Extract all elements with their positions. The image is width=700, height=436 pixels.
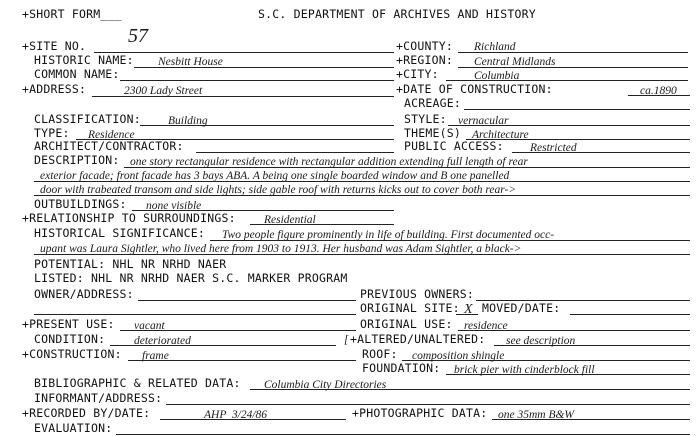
informant-line (166, 404, 690, 405)
photographic-line (492, 419, 690, 420)
architect-line (196, 152, 394, 153)
listed-label: LISTED: NHL NR NRHD NAER S.C. MARKER PROGRAM (34, 271, 348, 285)
construction-value: frame (142, 350, 169, 362)
present-use-label: +PRESENT USE: (22, 317, 115, 331)
recorded-by-value: AHP 3/24/86 (204, 409, 268, 421)
date-construction-value: ca.1890 (640, 85, 677, 97)
public-access-label: PUBLIC ACCESS: (404, 139, 504, 153)
present-use-line (120, 330, 356, 331)
type-value: Residence (88, 129, 135, 141)
address-value: 2300 Lady Street (124, 85, 203, 97)
date-construction-label: +DATE OF CONSTRUCTION: (396, 82, 553, 96)
informant-label: INFORMANT/ADDRESS: (34, 391, 163, 405)
previous-owners-label: PREVIOUS OWNERS: (360, 287, 474, 301)
site-no-line (94, 52, 394, 53)
original-site-label: ORIGINAL SITE: (360, 301, 460, 315)
historic-name-value: Nesbitt House (158, 56, 223, 68)
relationship-value: Residential (264, 214, 316, 226)
significance-rule-1 (210, 240, 690, 241)
short-form-label: +SHORT FORM___ (22, 7, 122, 21)
description-label: DESCRIPTION: (34, 153, 120, 167)
original-use-value: residence (464, 320, 508, 332)
owner-address-label: OWNER/ADDRESS: (34, 287, 134, 301)
city-line (446, 80, 688, 81)
original-use-label: ORIGINAL USE: (360, 317, 453, 331)
significance-line-1: Two people figure prominently in life of building. First documented occ- (222, 229, 555, 241)
recorded-by-label: +RECORDED BY/DATE: (22, 406, 151, 420)
evaluation-label: EVALUATION: (34, 421, 113, 435)
address-label: +ADDRESS: (22, 82, 87, 96)
county-label: +COUNTY: (396, 39, 453, 53)
photographic-label: +PHOTOGRAPHIC DATA: (352, 406, 488, 420)
foundation-label: FOUNDATION: (362, 361, 441, 375)
original-site-mark: X (464, 302, 473, 317)
present-use-value: vacant (134, 320, 165, 332)
description-line-2: exterior facade; front facade has 3 bays ABA. A being one single boarded window and B one panelled (40, 170, 510, 182)
historical-significance-label: HISTORICAL SIGNIFICANCE: (34, 226, 205, 240)
historic-name-label: HISTORIC NAME: (34, 53, 134, 67)
description-rule-1 (124, 167, 690, 168)
address-line (92, 96, 394, 97)
outbuildings-value: none visible (146, 200, 202, 212)
foundation-value: brick pier with cinderblock fill (454, 364, 595, 376)
theme-label: THEME(S) (404, 126, 461, 140)
roof-label: ROOF: (362, 347, 398, 361)
region-value: Central Midlands (474, 56, 556, 68)
relationship-label: +RELATIONSHIP TO SURROUNDINGS: (22, 211, 236, 225)
classification-value: Building (168, 115, 208, 127)
owner-address-line-2 (34, 314, 356, 315)
evaluation-line (116, 434, 690, 435)
owner-address-line (138, 300, 356, 301)
description-line-3: door with trabeated transom and side lights; side gable roof with returns kicks out to cover both rear-> (40, 184, 517, 196)
classification-label: CLASSIFICATION: (34, 112, 141, 126)
foundation-line (446, 374, 690, 375)
bibliographic-label: BIBLIOGRAPHIC & RELATED DATA: (34, 376, 241, 390)
site-no-label: +SITE NO. (22, 39, 87, 53)
condition-line (110, 345, 336, 346)
altered-line (494, 345, 690, 346)
recorded-by-line (160, 419, 346, 420)
altered-mark: [ (344, 334, 349, 346)
description-line-1: one story rectangular residence with rectangular addition extending full length of rear (130, 156, 528, 168)
city-label: +CITY: (396, 67, 439, 81)
department-title: S.C. DEPARTMENT OF ARCHIVES AND HISTORY (258, 7, 536, 21)
city-value: Columbia (474, 70, 520, 82)
bibliographic-value: Columbia City Directories (264, 379, 387, 391)
style-label: STYLE: (404, 112, 447, 126)
county-line (458, 52, 688, 53)
moved-date-label: MOVED/DATE: (482, 301, 561, 315)
architect-label: ARCHITECT/CONTRACTOR: (34, 139, 184, 153)
bibliographic-line (250, 389, 690, 390)
public-access-line (512, 152, 690, 153)
site-no-value: 57 (128, 25, 148, 47)
condition-label: CONDITION: (34, 332, 106, 346)
description-rule-3 (34, 195, 690, 196)
public-access-value: Restricted (530, 142, 577, 154)
altered-value: see description (506, 335, 576, 347)
condition-value: deteriorated (134, 335, 191, 347)
date-construction-line (628, 95, 690, 96)
style-line (448, 125, 690, 126)
region-line (458, 67, 688, 68)
original-use-line (458, 330, 690, 331)
theme-value: Architecture (472, 129, 529, 141)
classification-line (140, 125, 394, 126)
common-name-line (120, 80, 394, 81)
construction-line (128, 360, 356, 361)
roof-line (402, 360, 690, 361)
original-site-line (456, 314, 478, 315)
roof-value: composition shingle (412, 350, 505, 362)
region-label: +REGION: (396, 53, 453, 67)
acreage-line (464, 109, 690, 110)
altered-label: +ALTERED/UNALTERED: (350, 332, 486, 346)
type-label: TYPE: (34, 126, 70, 140)
style-value: vernacular (458, 115, 509, 127)
photographic-value: one 35mm B&W (498, 409, 575, 421)
potential-label: POTENTIAL: NHL NR NRHD NAER (34, 257, 227, 271)
acreage-label: ACREAGE: (404, 96, 461, 110)
significance-rule-2 (34, 254, 690, 255)
construction-label: +CONSTRUCTION: (22, 347, 122, 361)
relationship-line (250, 224, 394, 225)
description-rule-2 (34, 181, 690, 182)
common-name-label: COMMON NAME: (34, 67, 120, 81)
historic-name-line (134, 67, 394, 68)
significance-line-2: upant was Laura Sightler, who lived here from 1903 to 1913. Her husband was Adam Sightler, a black-> (40, 243, 522, 255)
outbuildings-label: OUTBUILDINGS: (34, 197, 127, 211)
moved-date-line (570, 314, 690, 315)
county-value: Richland (474, 41, 516, 53)
